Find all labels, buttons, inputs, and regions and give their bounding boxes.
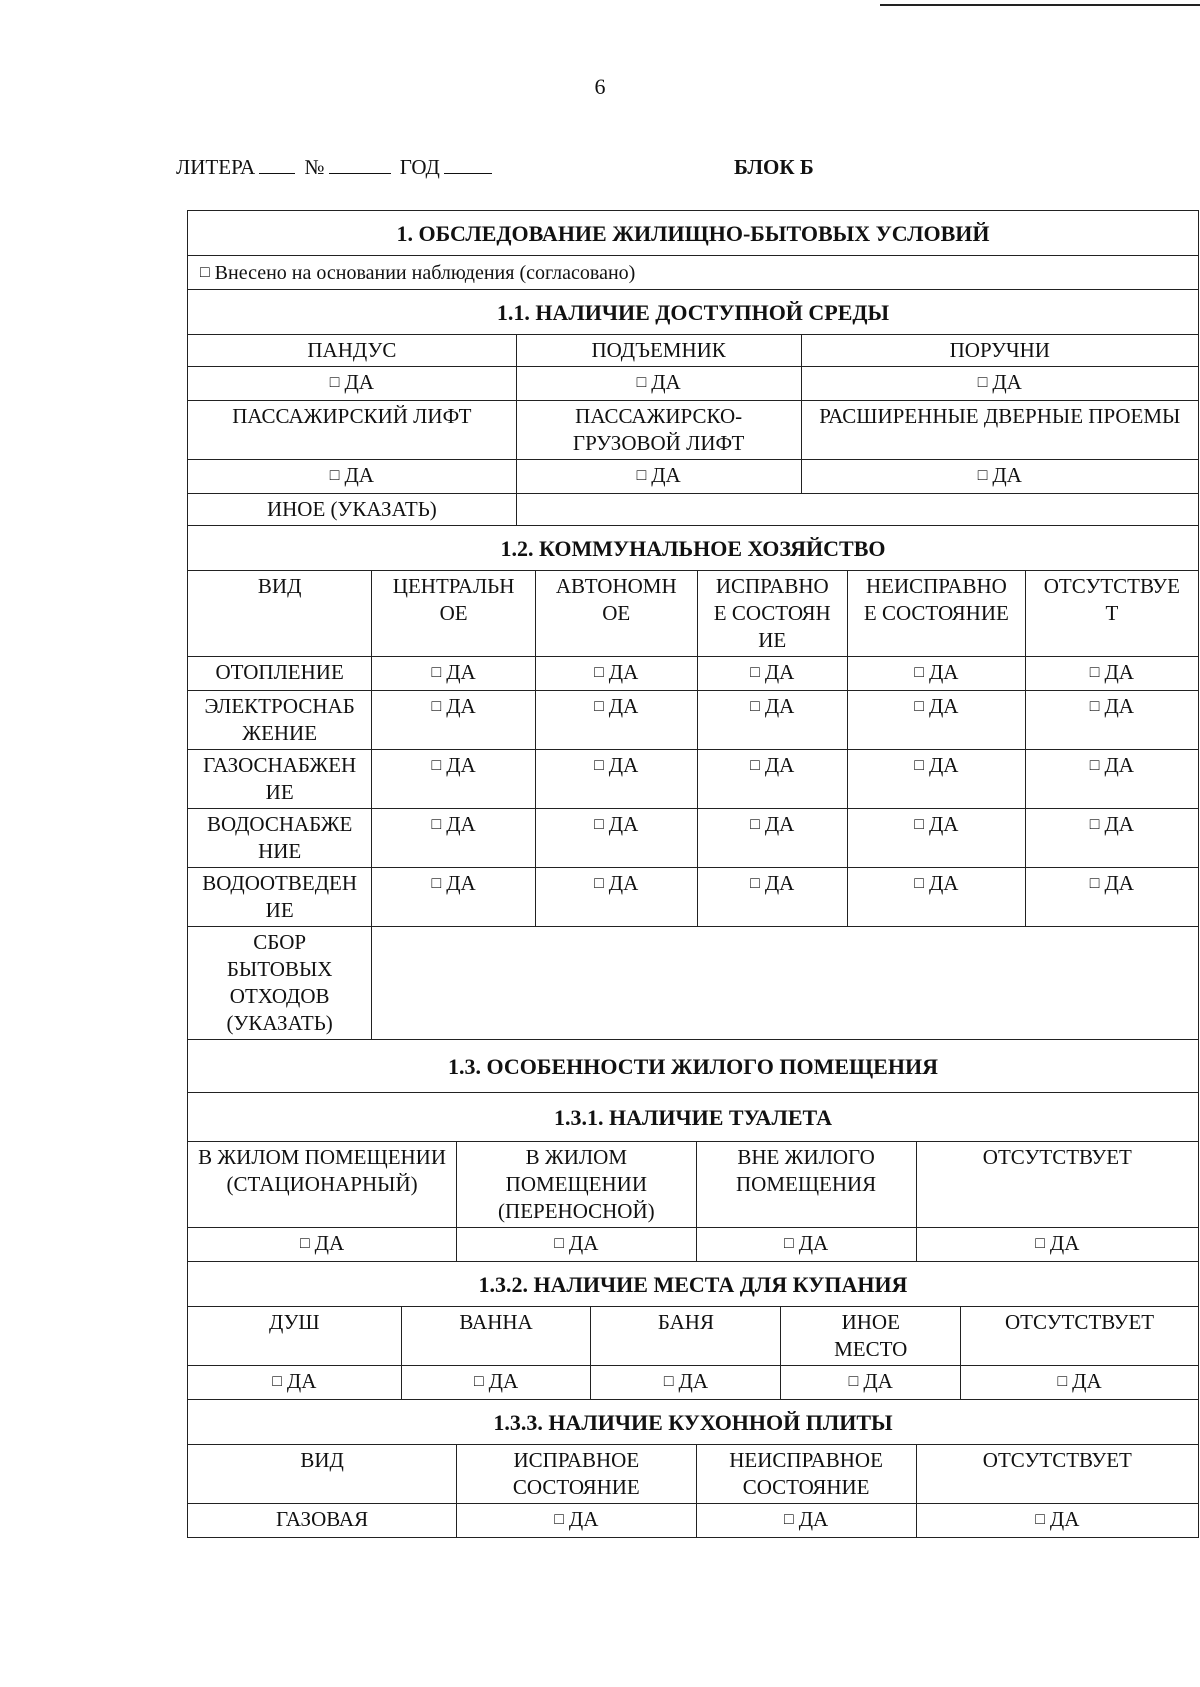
col-header: В ЖИЛОМ ПОМЕЩЕНИИ (ПЕРЕНОСНОЙ) [457,1142,696,1228]
checkbox-icon[interactable]: □ [914,875,924,892]
waste-input[interactable] [372,927,1198,1040]
section-1-1-header [188,290,1198,335]
col-header: ЦЕНТРАЛЬНОЕ [372,571,536,657]
checkbox-icon[interactable]: □ [329,374,340,391]
yes-checkbox[interactable]: □ ДА [272,1369,317,1393]
col-header: ВИД [188,1445,457,1504]
section-1-3-2-title: 1.3.2. НАЛИЧИЕ МЕСТА ДЛЯ КУПАНИЯ [478,1272,908,1297]
row-label: ГАЗОСНАБЖЕНИЕ [188,750,372,809]
col-header: ОТСУТСТВУЕТ [916,1142,1198,1228]
other-input[interactable] [516,494,1198,526]
yes-checkbox[interactable]: □ ДА [535,809,697,868]
identification-fields [176,155,496,180]
section-1-3-3-title: 1.3.3. НАЛИЧИЕ КУХОННОЙ ПЛИТЫ [493,1410,893,1435]
col-header: НЕИСПРАВНОЕ СОСТОЯНИЕ [848,571,1026,657]
table-row [188,1504,1198,1538]
row-label: ГАЗОВАЯ [276,1507,369,1531]
yes-checkbox[interactable]: □ ДА [781,1366,961,1400]
section-1-3-title: 1.3. ОСОБЕННОСТИ ЖИЛОГО ПОМЕЩЕНИЯ [448,1054,938,1079]
checkbox-icon[interactable]: □ [200,264,210,281]
yes-checkbox[interactable]: □ ДА [535,868,697,927]
col-header: НЕИСПРАВНОЕ СОСТОЯНИЕ [696,1445,916,1504]
block-label: БЛОК Б [734,155,814,179]
yes-checkbox[interactable]: □ ДА [299,1231,345,1255]
yes-checkbox[interactable]: □ ДА [801,460,1198,494]
yes-checkbox[interactable]: □ ДА [1025,657,1198,691]
other-label: ИНОЕ (УКАЗАТЬ) [266,497,437,521]
observation-note[interactable] [188,256,1198,290]
checkbox-icon[interactable]: □ [554,1235,564,1252]
checkbox-icon[interactable]: □ [1089,875,1100,892]
yes-checkbox[interactable]: □ ДА [401,1366,591,1400]
checkbox-icon[interactable]: □ [594,698,604,715]
checkbox-icon[interactable]: □ [1089,664,1100,681]
checkbox-icon[interactable]: □ [1089,816,1100,833]
col-header: ОТСУТСТВУЕТ [1025,571,1198,657]
checkbox-icon[interactable]: □ [594,875,604,892]
year-field[interactable] [444,155,492,174]
table-row [188,691,1198,750]
col-header: АВТОНОМНОЕ [535,571,697,657]
yes-checkbox[interactable]: □ ДА [1025,809,1198,868]
checkbox-icon[interactable]: □ [594,757,604,774]
yes-checkbox[interactable]: □ ДА [848,750,1026,809]
checkbox-icon[interactable]: □ [750,875,760,892]
checkbox-icon[interactable]: □ [977,374,988,391]
checkbox-icon[interactable]: □ [750,698,760,715]
page-number: 6 [594,74,606,99]
yes-checkbox[interactable]: □ ДА [372,868,536,927]
yes-checkbox[interactable]: □ ДА [697,809,847,868]
col-header: ОТСУТСТВУЕТ [916,1445,1198,1504]
observation-note-label: Внесено на основании наблюдения (согласовано) [214,262,636,284]
litera-label: ЛИТЕРА [176,155,256,179]
yes-checkbox[interactable]: □ ДА [1025,868,1198,927]
yes-checkbox[interactable]: □ ДА [516,367,801,401]
checkbox-icon[interactable]: □ [750,664,760,681]
checkbox-icon[interactable]: □ [431,698,442,715]
section-1-3-1-header [188,1093,1198,1142]
yes-checkbox[interactable]: □ ДА [372,657,536,691]
utilities-table [188,571,1198,1040]
checkbox-icon[interactable]: □ [1057,1373,1068,1390]
checkbox-icon[interactable]: □ [473,1373,484,1390]
col-header: ОТСУТСТВУЕТ [961,1307,1198,1366]
checkbox-icon[interactable]: □ [914,816,924,833]
col-header: ПОДЪЕМНИК [516,335,801,367]
survey-form [187,210,1199,1538]
checkbox-icon[interactable]: □ [1035,1511,1045,1528]
checkbox-icon[interactable]: □ [750,816,760,833]
yes-checkbox[interactable]: □ ДА [372,809,536,868]
checkbox-icon[interactable]: □ [431,664,442,681]
yes-checkbox[interactable]: □ ДА [697,657,847,691]
yes-checkbox[interactable]: □ ДА [372,691,536,750]
yes-checkbox[interactable]: □ ДА [848,657,1026,691]
col-header: ВИД [188,571,372,657]
top-rule [880,4,1200,6]
checkbox-icon[interactable]: □ [977,467,988,484]
yes-checkbox[interactable]: □ ДА [1025,691,1198,750]
yes-checkbox[interactable]: □ ДА [1025,750,1198,809]
col-header: ИСПРАВНОЕ СОСТОЯНИЕ [457,1445,696,1504]
yes-checkbox[interactable]: □ ДА [535,691,697,750]
row-label: ОТОПЛЕНИЕ [188,657,372,691]
yes-checkbox[interactable]: □ ДА [457,1504,696,1538]
checkbox-icon[interactable]: □ [784,1235,794,1252]
table-row [188,809,1198,868]
col-header: ПОРУЧНИ [801,335,1198,367]
checkbox-icon[interactable]: □ [431,757,442,774]
checkbox-icon[interactable]: □ [299,1235,310,1252]
yes-checkbox[interactable]: □ ДА [848,691,1026,750]
section-1-header [188,211,1198,256]
litera-field[interactable] [259,155,295,174]
table-row [188,868,1198,927]
yes-checkbox[interactable]: □ ДА [457,1228,696,1262]
checkbox-icon[interactable]: □ [848,1373,859,1390]
yes-checkbox[interactable]: □ ДА [696,1228,916,1262]
col-header: ПАССАЖИРСКО-ГРУЗОВОЙ ЛИФТ [516,401,801,460]
yes-checkbox[interactable]: □ ДА [516,460,801,494]
toilet-table [188,1142,1198,1262]
checkbox-icon[interactable]: □ [329,467,340,484]
number-label: № [304,155,325,179]
number-field[interactable] [329,155,391,174]
checkbox-icon[interactable]: □ [636,374,647,391]
col-header: ИСПРАВНОЕ СОСТОЯНИЕ [697,571,847,657]
checkbox-icon[interactable]: □ [1035,1235,1045,1252]
section-1-1-title: 1.1. НАЛИЧИЕ ДОСТУПНОЙ СРЕДЫ [496,300,890,325]
year-label: ГОД [399,155,440,179]
yes-checkbox[interactable]: □ ДА [696,1504,916,1538]
stove-table [188,1445,1198,1538]
yes-checkbox[interactable]: □ ДА [697,691,847,750]
checkbox-icon[interactable]: □ [431,816,442,833]
col-header: ВНЕ ЖИЛОГО ПОМЕЩЕНИЯ [696,1142,916,1228]
checkbox-icon[interactable]: □ [594,664,604,681]
checkbox-icon[interactable]: □ [431,875,442,892]
section-1-3-2-header [188,1262,1198,1307]
col-header: РАСШИРЕННЫЕ ДВЕРНЫЕ ПРОЕМЫ [801,401,1198,460]
row-label: ВОДОСНАБЖЕНИЕ [188,809,372,868]
table-row [188,750,1198,809]
yes-checkbox[interactable]: □ ДА [697,868,847,927]
section-1-2-header [188,526,1198,571]
checkbox-icon[interactable]: □ [914,757,924,774]
yes-checkbox[interactable]: □ ДА [916,1228,1198,1262]
waste-label: СБОР БЫТОВЫХ ОТХОДОВ (УКАЗАТЬ) [226,930,333,1035]
checkbox-icon[interactable]: □ [554,1511,564,1528]
checkbox-icon[interactable]: □ [663,1373,674,1390]
table-row [188,657,1198,691]
col-header: ИНОЕ МЕСТО [781,1307,961,1366]
col-header: БАНЯ [591,1307,781,1366]
yes-checkbox[interactable]: □ ДА [535,657,697,691]
yes-checkbox[interactable]: □ ДА [697,750,847,809]
bathing-table [188,1307,1198,1400]
yes-checkbox[interactable]: □ ДА [848,809,1026,868]
yes-checkbox[interactable]: □ ДА [591,1366,781,1400]
yes-checkbox[interactable]: □ ДА [801,367,1198,401]
checkbox-icon[interactable]: □ [594,816,604,833]
yes-checkbox[interactable]: □ ДА [188,460,516,494]
yes-checkbox[interactable]: □ ДА [848,868,1026,927]
col-header: ВАННА [401,1307,591,1366]
section-1-3-header [188,1040,1198,1093]
col-header: ДУШ [188,1307,401,1366]
checkbox-icon[interactable]: □ [784,1511,794,1528]
section-1-3-1-title: 1.3.1. НАЛИЧИЕ ТУАЛЕТА [554,1105,832,1130]
checkbox-icon[interactable]: □ [914,664,924,681]
col-header: В ЖИЛОМ ПОМЕЩЕНИИ (СТАЦИОНАРНЫЙ) [188,1142,457,1228]
yes-checkbox[interactable]: □ ДА [961,1366,1198,1400]
section-1-2-title: 1.2. КОММУНАЛЬНОЕ ХОЗЯЙСТВО [500,536,886,561]
checkbox-icon[interactable]: □ [1089,757,1100,774]
accessibility-table [188,335,1198,526]
checkbox-icon[interactable]: □ [914,698,924,715]
section-1-title: 1. ОБСЛЕДОВАНИЕ ЖИЛИЩНО-БЫТОВЫХ УСЛОВИЙ [396,221,990,246]
yes-checkbox[interactable]: □ ДА [188,367,516,401]
yes-checkbox[interactable]: □ ДА [372,750,536,809]
yes-checkbox[interactable]: □ ДА [916,1504,1198,1538]
checkbox-icon[interactable]: □ [750,757,760,774]
yes-checkbox[interactable]: □ ДА [535,750,697,809]
col-header: ПАССАЖИРСКИЙ ЛИФТ [188,401,516,460]
row-label: ВОДООТВЕДЕНИЕ [188,868,372,927]
checkbox-icon[interactable]: □ [636,467,647,484]
col-header: ПАНДУС [188,335,516,367]
row-label: ЭЛЕКТРОСНАБЖЕНИЕ [188,691,372,750]
checkbox-icon[interactable]: □ [272,1373,282,1390]
section-1-3-3-header [188,1400,1198,1445]
checkbox-icon[interactable]: □ [1089,698,1100,715]
